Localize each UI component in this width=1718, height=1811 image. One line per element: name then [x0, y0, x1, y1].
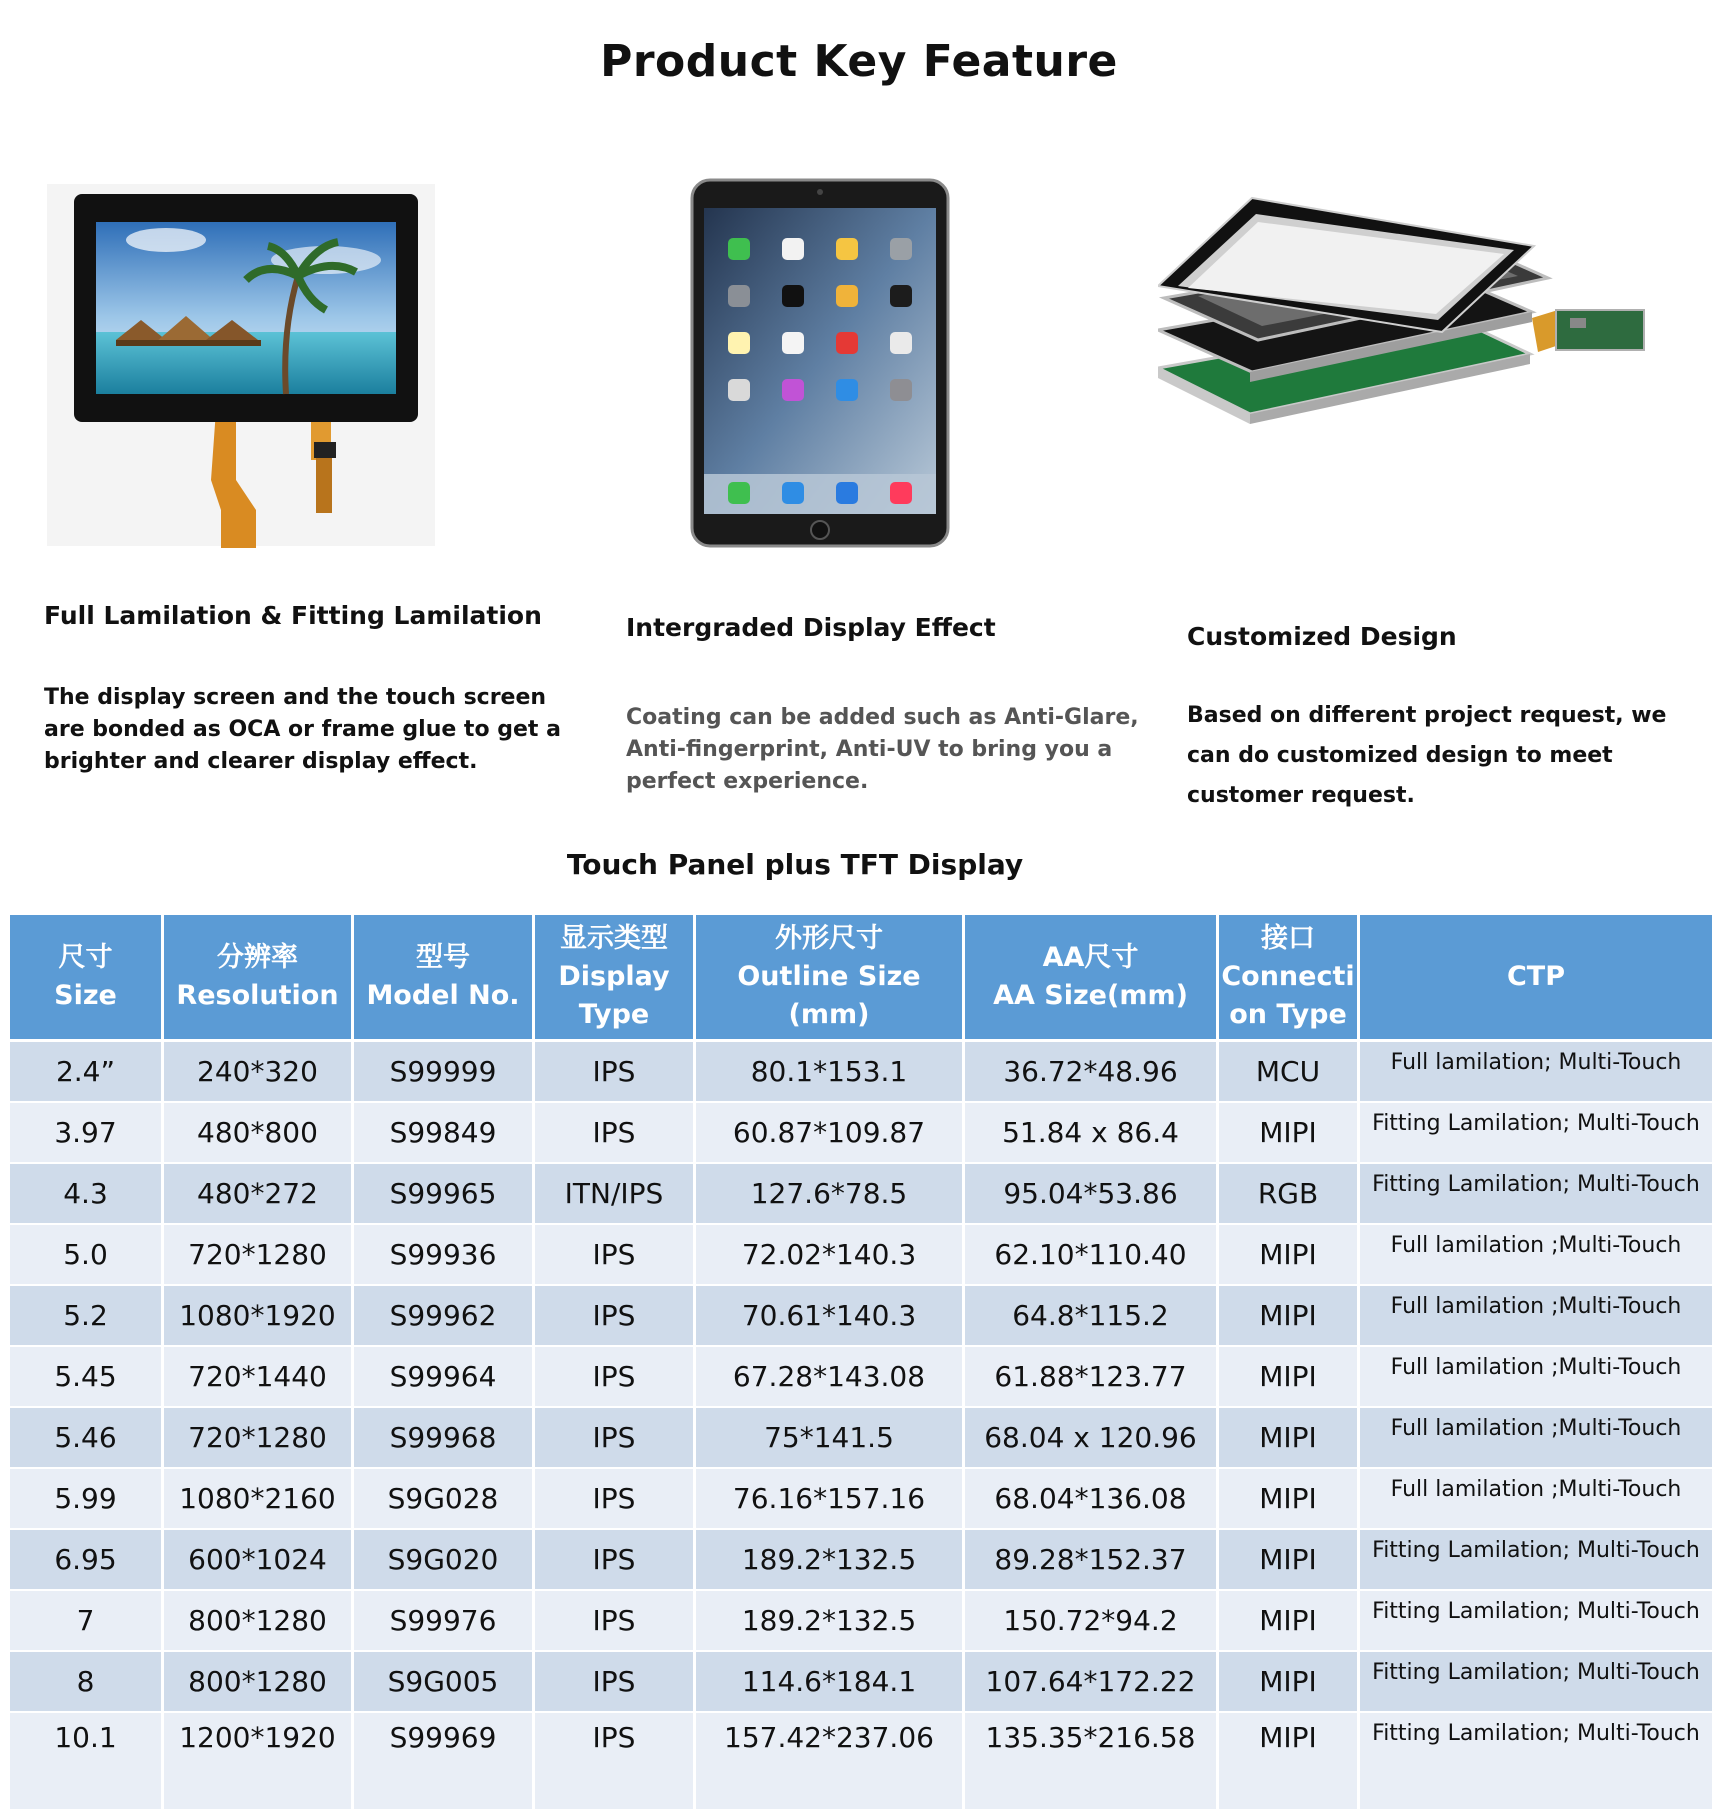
cell-outline-size: 76.16*157.16 — [695, 1468, 964, 1529]
cell-model: S9G005 — [353, 1651, 534, 1712]
cell-display-type: IPS — [534, 1102, 695, 1163]
feature-1-body: The display screen and the touch screen are bonded as OCA or frame glue to get a brighter and clearer display effect. — [44, 685, 561, 774]
cell-size: 6.95 — [9, 1529, 163, 1590]
cell-outline-size: 127.6*78.5 — [695, 1163, 964, 1224]
cell-model: S99964 — [353, 1346, 534, 1407]
cell-outline-size: 189.2*132.5 — [695, 1590, 964, 1651]
cell-resolution: 240*320 — [163, 1041, 353, 1103]
table-body — [9, 1041, 1714, 1811]
cell-outline-size: 75*141.5 — [695, 1407, 964, 1468]
cell-ctp: Full lamilation; Multi-Touch — [1359, 1041, 1714, 1103]
cell-ctp: Full lamilation ;Multi-Touch — [1359, 1346, 1714, 1407]
cell-connection-type: MIPI — [1218, 1651, 1359, 1712]
cell-display-type: IPS — [534, 1712, 695, 1810]
cell-connection-type: MIPI — [1218, 1590, 1359, 1651]
cell-size: 5.99 — [9, 1468, 163, 1529]
table-row — [9, 1590, 1714, 1651]
tablet-image — [690, 178, 950, 548]
header-model: 型号 Model No. — [353, 914, 534, 1041]
cell-resolution: 800*1280 — [163, 1590, 353, 1651]
table-row — [9, 1407, 1714, 1468]
cell-outline-size: 70.61*140.3 — [695, 1285, 964, 1346]
spec-table — [7, 912, 1715, 1811]
table-row — [9, 1285, 1714, 1346]
cell-resolution: 1200*1920 — [163, 1712, 353, 1810]
table-title: Touch Panel plus TFT Display — [566, 848, 1024, 881]
cell-size: 5.45 — [9, 1346, 163, 1407]
cell-model: S9G028 — [353, 1468, 534, 1529]
header-connection-type: 接口 Connecti on Type — [1218, 914, 1359, 1041]
cell-ctp: Full lamilation ;Multi-Touch — [1359, 1468, 1714, 1529]
cell-size: 10.1 — [9, 1712, 163, 1810]
cell-outline-size: 189.2*132.5 — [695, 1529, 964, 1590]
cell-outline-size: 114.6*184.1 — [695, 1651, 964, 1712]
cell-connection-type: MIPI — [1218, 1102, 1359, 1163]
cell-model: S99965 — [353, 1163, 534, 1224]
cell-connection-type: MCU — [1218, 1041, 1359, 1103]
cell-ctp: Fitting Lamilation; Multi-Touch — [1359, 1651, 1714, 1712]
cell-aa-size: 36.72*48.96 — [964, 1041, 1218, 1103]
feature-1-heading: Full Lamilation & Fitting Lamilation — [44, 601, 542, 630]
cell-display-type: IPS — [534, 1529, 695, 1590]
table-row — [9, 1346, 1714, 1407]
display-module-image — [46, 180, 436, 552]
cell-ctp: Fitting Lamilation; Multi-Touch — [1359, 1163, 1714, 1224]
cell-connection-type: MIPI — [1218, 1224, 1359, 1285]
cell-model: S99962 — [353, 1285, 534, 1346]
cell-aa-size: 68.04*136.08 — [964, 1468, 1218, 1529]
header-display-type: 显示类型 Display Type — [534, 914, 695, 1041]
cell-size: 5.0 — [9, 1224, 163, 1285]
cell-ctp: Full lamilation ;Multi-Touch — [1359, 1407, 1714, 1468]
header-resolution: 分辨率 Resolution — [163, 914, 353, 1041]
cell-aa-size: 89.28*152.37 — [964, 1529, 1218, 1590]
cell-ctp: Fitting Lamilation; Multi-Touch — [1359, 1529, 1714, 1590]
cell-ctp: Full lamilation ;Multi-Touch — [1359, 1224, 1714, 1285]
cell-model: S99936 — [353, 1224, 534, 1285]
cell-ctp: Fitting Lamilation; Multi-Touch — [1359, 1712, 1714, 1810]
table-header-row — [9, 914, 1714, 1041]
header-ctp: CTP — [1359, 914, 1714, 1041]
cell-ctp: Full lamilation ;Multi-Touch — [1359, 1285, 1714, 1346]
table-row — [9, 1468, 1714, 1529]
cell-connection-type: MIPI — [1218, 1468, 1359, 1529]
cell-aa-size: 62.10*110.40 — [964, 1224, 1218, 1285]
cell-model: S9G020 — [353, 1529, 534, 1590]
cell-resolution: 1080*2160 — [163, 1468, 353, 1529]
page-title: Product Key Feature — [600, 36, 1118, 87]
feature-3-body: Based on different project request, we can do customized design to meet customer request. — [1187, 703, 1667, 808]
table-row — [9, 1651, 1714, 1712]
table-row — [9, 1041, 1714, 1103]
cell-outline-size: 72.02*140.3 — [695, 1224, 964, 1285]
cell-size: 8 — [9, 1651, 163, 1712]
cell-outline-size: 157.42*237.06 — [695, 1712, 964, 1810]
cell-resolution: 720*1440 — [163, 1346, 353, 1407]
cell-size: 5.2 — [9, 1285, 163, 1346]
cell-model: S99849 — [353, 1102, 534, 1163]
cell-model: S99976 — [353, 1590, 534, 1651]
cell-display-type: IPS — [534, 1468, 695, 1529]
header-size: 尺寸 Size — [9, 914, 163, 1041]
cell-display-type: IPS — [534, 1407, 695, 1468]
cell-outline-size: 60.87*109.87 — [695, 1102, 964, 1163]
cell-resolution: 800*1280 — [163, 1651, 353, 1712]
cell-resolution: 720*1280 — [163, 1224, 353, 1285]
cell-connection-type: MIPI — [1218, 1346, 1359, 1407]
table-row — [9, 1224, 1714, 1285]
cell-connection-type: MIPI — [1218, 1285, 1359, 1346]
cell-display-type: IPS — [534, 1224, 695, 1285]
table-row — [9, 1529, 1714, 1590]
cell-resolution: 720*1280 — [163, 1407, 353, 1468]
table-row — [9, 1712, 1714, 1810]
cell-size: 4.3 — [9, 1163, 163, 1224]
cell-ctp: Fitting Lamilation; Multi-Touch — [1359, 1102, 1714, 1163]
cell-aa-size: 135.35*216.58 — [964, 1712, 1218, 1810]
cell-resolution: 480*272 — [163, 1163, 353, 1224]
cell-display-type: IPS — [534, 1285, 695, 1346]
cell-resolution: 1080*1920 — [163, 1285, 353, 1346]
cell-aa-size: 68.04 x 120.96 — [964, 1407, 1218, 1468]
cell-connection-type: MIPI — [1218, 1407, 1359, 1468]
cell-display-type: IPS — [534, 1651, 695, 1712]
cell-size: 2.4” — [9, 1041, 163, 1103]
cell-outline-size: 80.1*153.1 — [695, 1041, 964, 1103]
table-row — [9, 1102, 1714, 1163]
cell-size: 7 — [9, 1590, 163, 1651]
cell-aa-size: 107.64*172.22 — [964, 1651, 1218, 1712]
cell-aa-size: 64.8*115.2 — [964, 1285, 1218, 1346]
cell-model: S99968 — [353, 1407, 534, 1468]
cell-resolution: 480*800 — [163, 1102, 353, 1163]
table-row — [9, 1163, 1714, 1224]
feature-2-heading: Intergraded Display Effect — [626, 613, 996, 642]
cell-model: S99999 — [353, 1041, 534, 1103]
cell-aa-size: 51.84 x 86.4 — [964, 1102, 1218, 1163]
header-outline-size: 外形尺寸 Outline Size (mm) — [695, 914, 964, 1041]
cell-aa-size: 150.72*94.2 — [964, 1590, 1218, 1651]
layer-stack-image — [1158, 192, 1648, 452]
cell-size: 5.46 — [9, 1407, 163, 1468]
cell-connection-type: RGB — [1218, 1163, 1359, 1224]
cell-display-type: IPS — [534, 1041, 695, 1103]
cell-resolution: 600*1024 — [163, 1529, 353, 1590]
cell-display-type: ITN/IPS — [534, 1163, 695, 1224]
feature-2-body: Coating can be added such as Anti-Glare, Anti-fingerprint, Anti-UV to bring you a perfect experience. — [626, 705, 1139, 794]
cell-display-type: IPS — [534, 1590, 695, 1651]
header-aa-size: AA尺寸 AA Size(mm) — [964, 914, 1218, 1041]
cell-aa-size: 61.88*123.77 — [964, 1346, 1218, 1407]
feature-3-heading: Customized Design — [1187, 622, 1457, 651]
cell-connection-type: MIPI — [1218, 1529, 1359, 1590]
cell-size: 3.97 — [9, 1102, 163, 1163]
cell-ctp: Fitting Lamilation; Multi-Touch — [1359, 1590, 1714, 1651]
cell-connection-type: MIPI — [1218, 1712, 1359, 1810]
cell-display-type: IPS — [534, 1346, 695, 1407]
cell-outline-size: 67.28*143.08 — [695, 1346, 964, 1407]
cell-model: S99969 — [353, 1712, 534, 1810]
cell-aa-size: 95.04*53.86 — [964, 1163, 1218, 1224]
